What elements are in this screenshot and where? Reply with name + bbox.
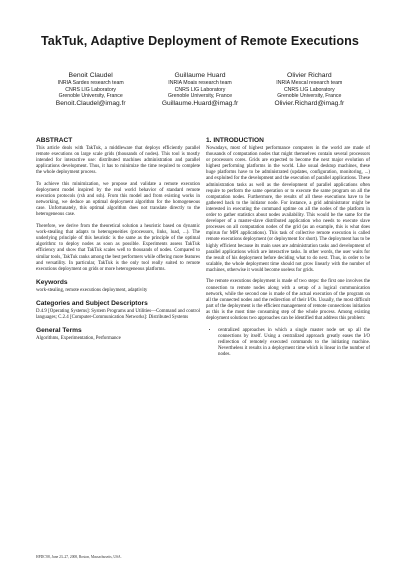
categories-text: D.4.9 [Operating Systems]: System Programs and Utilities—Command and control languages; C.2.4 [Computer-Communication Networks]: Distributed Systems — [36, 308, 200, 320]
author-lab: CNRS LIG Laboratory — [65, 86, 117, 93]
author-university: Grenoble University, France — [167, 93, 233, 100]
author-email: Benoit.Claudel@imag.fr — [55, 100, 126, 108]
paper-title: TakTuk, Adaptive Deployment of Remote Executions — [40, 34, 360, 48]
keywords-text: work-stealing, remote executions deployment, adaptivity — [36, 287, 148, 293]
general-terms-heading: General Terms — [36, 327, 82, 335]
author-name: Benoit Claudel — [68, 72, 113, 79]
right-column — [206, 137, 370, 358]
author-university: Grenoble University, France — [277, 93, 342, 100]
conference-footnote: HPDC'08, June 23–27, 2008, Boston, Massachusetts, USA. — [36, 555, 122, 559]
author-university: Grenoble University, France — [58, 93, 123, 100]
author-block — [36, 71, 364, 109]
approach-list — [206, 328, 370, 358]
abstract-paragraph: Therefore, we derive from the theoretical solution a heuristic based on dynamic work-stealing that adapts to heterogeneities (processors, links, load, ...). The underlying principle of this heuristic is the same as the principle of the optimal algorithm: to deploy nodes as soon as possible. Experiments assess TakTuk efficiency and show that TakTuk scales well to thousands of nodes. Compared to similar tools, TakTuk ranks among the best performers while offering more features and versatility. In particular, TakTuk is the only tool really suited to remote executions deployment on grids or more heterogeneous platforms. — [36, 224, 200, 272]
author-3 — [255, 71, 364, 109]
introduction-heading: 1. INTRODUCTION — [206, 137, 264, 144]
author-1 — [36, 71, 145, 109]
author-email: Guillaume.Huard@imag.fr — [161, 100, 239, 108]
introduction-paragraph: Nowadays, most of highest performance computers in the world are made of thousands of computation nodes that might themselves contain several processors or processors cores. Grids are expected to become the next major evolution of highest performing platforms in the world. Like usual desktop machines, these huge platforms have to be administrated (updates, configuration, monitoring, ...) and exploited for the development and the execution of parallel applications. These administration tasks as well as the development of parallel applications often require to perform the same operation or to execute the same program on all the computation nodes. Furthermore, the results of all these executions have to be gathered back to the initiator node. For instance, a grid administrator might be interested in executing the command uptime on all the nodes of the platform in order to gather statistics about nodes availability. This would be the same for the developer of a master-slave distributed application who needs to execute slave processes on all computation nodes of the grid (as an example, this is what does mpirun for MPI applications). This task of collective remote execution is called remote executions deployment (or deployment for short). The deployment has to be highly efficient because its main uses are administration tasks and development of parallel applications which are interactive tasks. In other words, the user waits for the result of his deployment before deciding what to do next. Thus, in order to be scalable, the whole deployment time should not grow linearly with the number of machines, otherwise it would become useless for grids. — [206, 146, 370, 273]
author-team: INRIA Moais research team — [168, 80, 232, 86]
keywords-heading: Keywords — [36, 278, 68, 286]
categories-heading: Categories and Subject Descriptors — [36, 299, 148, 307]
list-item: • centralized approaches in which a single master node set up all the connections by itself. Using a centralized approach greatly eases the I/O redirection of remotely executed commands to the initiating machine. Nevertheless it results in a deployment time which is linear in the number of nodes. — [218, 328, 370, 358]
introduction-paragraph: The remote executions deployment is made of two steps: the first one involves the connection to remote nodes along with a setup of a logical communication network, while the second one is made of the actual execution of the program on all the connected nodes and the redirection of their I/Os. Usually, the most difficult part of the deployment is the efficient management of remote connections initiation as this is the most time consuming step of the whole process. Among existing deployment solutions two approaches can be identified that address this problem: — [206, 279, 370, 322]
left-column — [36, 137, 200, 345]
general-terms-text: Algorithms, Experimentation, Performance — [36, 336, 121, 342]
author-2 — [145, 71, 254, 109]
abstract-paragraph: To achieve this minimization, we propose and validate a remote execution deployment model inspired by the real world behavior of standard remote execution protocols (rsh and ssh). From this model and from existing works in networking, we deduce an optimal deployment algorithm for the homogeneous case. Unfortunately, this optimal algorithm does not translate directly to the heterogeneous case. — [36, 181, 200, 218]
abstract-heading: ABSTRACT — [36, 137, 73, 144]
abstract-paragraph: This article deals with TakTuk, a middleware that deploys efficiently parallel remote executions on large scale grids (thousands of nodes). This tool is mostly intended for interactive use: distributed machines administration and parallel applications development. Thus, it has to minimize the time required to complete the whole deployment process. — [36, 146, 200, 176]
author-team: INRIA Sardes research team — [57, 80, 124, 86]
author-name: Olivier Richard — [287, 72, 332, 79]
author-lab: CNRS LIG Laboratory — [283, 86, 335, 93]
author-name: Guillaume Huard — [174, 72, 226, 79]
author-email: Olivier.Richard@imag.fr — [274, 100, 345, 108]
author-team: INRIA Mescal research team — [276, 80, 343, 86]
author-lab: CNRS LIG Laboratory — [174, 86, 226, 93]
